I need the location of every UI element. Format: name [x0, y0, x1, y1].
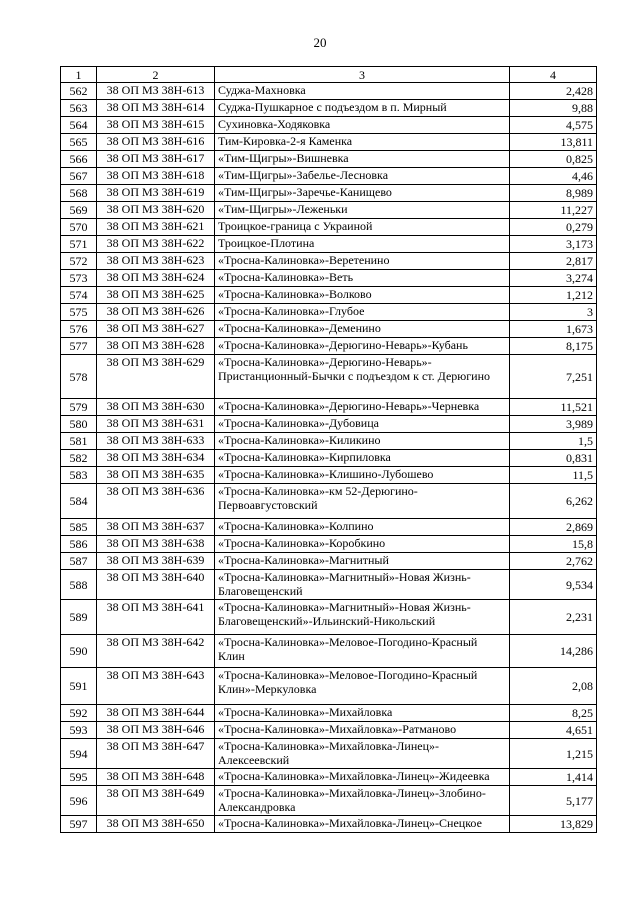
road-name: Троицкое-граница с Украиной [215, 219, 510, 236]
road-name: «Тросна-Калиновка»-Михайловка-Линец»-Жидеевка [215, 769, 510, 786]
row-number: 579 [61, 399, 97, 416]
column-header-number: 1 [61, 67, 97, 83]
table-row [61, 570, 597, 600]
row-number: 562 [61, 83, 97, 100]
road-code: 38 ОП МЗ 38Н-627 [97, 321, 215, 338]
row-number: 569 [61, 202, 97, 219]
road-length: 1,414 [510, 769, 597, 786]
road-code: 38 ОП МЗ 38Н-617 [97, 151, 215, 168]
road-length: 4,651 [510, 722, 597, 739]
road-length: 2,231 [510, 600, 597, 635]
road-code: 38 ОП МЗ 38Н-635 [97, 467, 215, 484]
row-number: 581 [61, 433, 97, 450]
road-code: 38 ОП МЗ 38Н-620 [97, 202, 215, 219]
road-length: 1,215 [510, 739, 597, 769]
road-length: 9,88 [510, 100, 597, 117]
table-row [61, 433, 597, 450]
road-length: 4,46 [510, 168, 597, 185]
table-row [61, 635, 597, 668]
road-code: 38 ОП МЗ 38Н-622 [97, 236, 215, 253]
road-name: «Тросна-Калиновка»-Дерюгино-Неварь»-Черневка [215, 399, 510, 416]
road-name: «Тросна-Калиновка»-Михайловка-Линец»-Злобино-Александровка [215, 786, 510, 816]
table-row [61, 416, 597, 433]
road-length: 13,811 [510, 134, 597, 151]
row-number: 582 [61, 450, 97, 467]
table-row [61, 83, 597, 100]
road-code: 38 ОП МЗ 38Н-624 [97, 270, 215, 287]
road-name: «Тросна-Калиновка»-Веретенино [215, 253, 510, 270]
road-length: 13,829 [510, 816, 597, 833]
table-row [61, 304, 597, 321]
row-number: 567 [61, 168, 97, 185]
road-length: 7,251 [510, 355, 597, 399]
road-length: 1,673 [510, 321, 597, 338]
table-row [61, 151, 597, 168]
road-name: Суджа-Махновка [215, 83, 510, 100]
road-code: 38 ОП МЗ 38Н-649 [97, 786, 215, 816]
road-code: 38 ОП МЗ 38Н-633 [97, 433, 215, 450]
road-length: 2,08 [510, 668, 597, 705]
road-length: 8,25 [510, 705, 597, 722]
road-code: 38 ОП МЗ 38Н-634 [97, 450, 215, 467]
road-length: 11,521 [510, 399, 597, 416]
road-code: 38 ОП МЗ 38Н-642 [97, 635, 215, 668]
road-name: Суджа-Пушкарное с подъездом в п. Мирный [215, 100, 510, 117]
row-number: 586 [61, 536, 97, 553]
table-row [61, 519, 597, 536]
table-row [61, 484, 597, 519]
table-header-row [61, 67, 597, 83]
road-name: «Тросна-Калиновка»-Михайловка-Линец»-Алексеевский [215, 739, 510, 769]
row-number: 591 [61, 668, 97, 705]
column-header-name: 3 [215, 67, 510, 83]
road-code: 38 ОП МЗ 38Н-621 [97, 219, 215, 236]
road-name: «Тросна-Калиновка»-Меловое-Погодино-Красный Клин»-Меркуловка [215, 668, 510, 705]
table-row [61, 769, 597, 786]
road-code: 38 ОП МЗ 38Н-641 [97, 600, 215, 635]
table-row [61, 786, 597, 816]
table-row [61, 100, 597, 117]
road-code: 38 ОП МЗ 38Н-628 [97, 338, 215, 355]
table-row [61, 816, 597, 833]
road-length: 1,212 [510, 287, 597, 304]
row-number: 573 [61, 270, 97, 287]
road-name: «Тросна-Калиновка»-Михайловка»-Ратманово [215, 722, 510, 739]
road-code: 38 ОП МЗ 38Н-625 [97, 287, 215, 304]
road-name: «Тросна-Калиновка»-Михайловка-Линец»-Снецкое [215, 816, 510, 833]
road-length: 2,762 [510, 553, 597, 570]
row-number: 592 [61, 705, 97, 722]
road-name: «Тросна-Калиновка»-Дубовица [215, 416, 510, 433]
road-length: 11,227 [510, 202, 597, 219]
row-number: 585 [61, 519, 97, 536]
road-length: 0,831 [510, 450, 597, 467]
road-code: 38 ОП МЗ 38Н-648 [97, 769, 215, 786]
road-length: 0,825 [510, 151, 597, 168]
row-number: 572 [61, 253, 97, 270]
road-length: 3,274 [510, 270, 597, 287]
road-code: 38 ОП МЗ 38Н-631 [97, 416, 215, 433]
road-code: 38 ОП МЗ 38Н-646 [97, 722, 215, 739]
row-number: 587 [61, 553, 97, 570]
table-row [61, 355, 597, 399]
road-name: Тим-Кировка-2-я Каменка [215, 134, 510, 151]
column-header-length: 4 [510, 67, 597, 83]
road-name: «Тросна-Калиновка»-Магнитный [215, 553, 510, 570]
road-code: 38 ОП МЗ 38Н-616 [97, 134, 215, 151]
road-length: 0,279 [510, 219, 597, 236]
road-name: «Тросна-Калиновка»-Колпино [215, 519, 510, 536]
road-code: 38 ОП МЗ 38Н-626 [97, 304, 215, 321]
road-length: 5,177 [510, 786, 597, 816]
road-length: 8,989 [510, 185, 597, 202]
row-number: 596 [61, 786, 97, 816]
road-name: «Тросна-Калиновка»-Михайловка [215, 705, 510, 722]
table-row [61, 236, 597, 253]
road-code: 38 ОП МЗ 38Н-614 [97, 100, 215, 117]
road-name: «Тросна-Калиновка»-Глубое [215, 304, 510, 321]
road-length: 1,5 [510, 433, 597, 450]
row-number: 566 [61, 151, 97, 168]
road-name: «Тим-Щигры»-Забелье-Лесновка [215, 168, 510, 185]
road-name: «Тросна-Калиновка»-Кирпиловка [215, 450, 510, 467]
road-code: 38 ОП МЗ 38Н-640 [97, 570, 215, 600]
road-code: 38 ОП МЗ 38Н-615 [97, 117, 215, 134]
road-name: «Тросна-Калиновка»-Веть [215, 270, 510, 287]
road-code: 38 ОП МЗ 38Н-629 [97, 355, 215, 399]
road-name: «Тросна-Калиновка»-Клишино-Лубошево [215, 467, 510, 484]
road-name: «Тросна-Калиновка»-Магнитный»-Новая Жизнь-Благовещенский»-Ильинский-Никольский [215, 600, 510, 635]
road-name: «Тросна-Калиновка»-км 52-Дерюгино-Первоавгустовский [215, 484, 510, 519]
road-code: 38 ОП МЗ 38Н-619 [97, 185, 215, 202]
road-code: 38 ОП МЗ 38Н-643 [97, 668, 215, 705]
road-length: 14,286 [510, 635, 597, 668]
road-length: 3,173 [510, 236, 597, 253]
table-row [61, 321, 597, 338]
road-code: 38 ОП МЗ 38Н-623 [97, 253, 215, 270]
table-row [61, 134, 597, 151]
row-number: 590 [61, 635, 97, 668]
road-length: 8,175 [510, 338, 597, 355]
table-row [61, 202, 597, 219]
road-name: Троицкое-Плотина [215, 236, 510, 253]
road-code: 38 ОП МЗ 38Н-618 [97, 168, 215, 185]
road-length: 2,428 [510, 83, 597, 100]
row-number: 574 [61, 287, 97, 304]
row-number: 580 [61, 416, 97, 433]
row-number: 588 [61, 570, 97, 600]
road-length: 3 [510, 304, 597, 321]
road-name: «Тросна-Калиновка»-Киликино [215, 433, 510, 450]
table-row [61, 553, 597, 570]
road-length: 11,5 [510, 467, 597, 484]
roads-table [60, 66, 597, 833]
table-row [61, 185, 597, 202]
row-number: 589 [61, 600, 97, 635]
row-number: 595 [61, 769, 97, 786]
road-name: «Тросна-Калиновка»-Коробкино [215, 536, 510, 553]
road-length: 4,575 [510, 117, 597, 134]
table-row [61, 219, 597, 236]
row-number: 584 [61, 484, 97, 519]
road-code: 38 ОП МЗ 38Н-638 [97, 536, 215, 553]
table-row [61, 168, 597, 185]
road-name: «Тросна-Калиновка»-Магнитный»-Новая Жизнь-Благовещенский [215, 570, 510, 600]
table-row [61, 338, 597, 355]
road-code: 38 ОП МЗ 38Н-650 [97, 816, 215, 833]
table-row [61, 600, 597, 635]
row-number: 578 [61, 355, 97, 399]
road-name: «Тросна-Калиновка»-Волково [215, 287, 510, 304]
row-number: 575 [61, 304, 97, 321]
row-number: 583 [61, 467, 97, 484]
row-number: 571 [61, 236, 97, 253]
table-row [61, 287, 597, 304]
road-code: 38 ОП МЗ 38Н-636 [97, 484, 215, 519]
road-name: «Тросна-Калиновка»-Деменино [215, 321, 510, 338]
table-row [61, 117, 597, 134]
road-code: 38 ОП МЗ 38Н-647 [97, 739, 215, 769]
column-header-code: 2 [97, 67, 215, 83]
road-code: 38 ОП МЗ 38Н-639 [97, 553, 215, 570]
road-name: «Тим-Щигры»-Леженьки [215, 202, 510, 219]
road-name: «Тросна-Калиновка»-Дерюгино-Неварь»-Пристанционный-Бычки с подъездом к ст. Дерюгино [215, 355, 510, 399]
page-number: 20 [313, 35, 327, 50]
row-number: 565 [61, 134, 97, 151]
road-length: 2,869 [510, 519, 597, 536]
road-name: Сухиновка-Ходяковка [215, 117, 510, 134]
road-length: 2,817 [510, 253, 597, 270]
road-code: 38 ОП МЗ 38Н-630 [97, 399, 215, 416]
row-number: 577 [61, 338, 97, 355]
table-row [61, 270, 597, 287]
table-row [61, 705, 597, 722]
row-number: 593 [61, 722, 97, 739]
road-code: 38 ОП МЗ 38Н-644 [97, 705, 215, 722]
road-length: 15,8 [510, 536, 597, 553]
road-length: 6,262 [510, 484, 597, 519]
row-number: 576 [61, 321, 97, 338]
road-name: «Тим-Щигры»-Вишневка [215, 151, 510, 168]
table-row [61, 253, 597, 270]
table-row [61, 668, 597, 705]
row-number: 597 [61, 816, 97, 833]
road-length: 9,534 [510, 570, 597, 600]
table-row [61, 450, 597, 467]
table-row [61, 739, 597, 769]
road-name: «Тим-Щигры»-Заречье-Канищево [215, 185, 510, 202]
table-row [61, 467, 597, 484]
road-code: 38 ОП МЗ 38Н-613 [97, 83, 215, 100]
row-number: 594 [61, 739, 97, 769]
table-row [61, 536, 597, 553]
road-code: 38 ОП МЗ 38Н-637 [97, 519, 215, 536]
table-row [61, 722, 597, 739]
row-number: 568 [61, 185, 97, 202]
row-number: 564 [61, 117, 97, 134]
road-length: 3,989 [510, 416, 597, 433]
table-row [61, 399, 597, 416]
row-number: 570 [61, 219, 97, 236]
road-name: «Тросна-Калиновка»-Меловое-Погодино-Красный Клин [215, 635, 510, 668]
road-name: «Тросна-Калиновка»-Дерюгино-Неварь»-Кубань [215, 338, 510, 355]
row-number: 563 [61, 100, 97, 117]
